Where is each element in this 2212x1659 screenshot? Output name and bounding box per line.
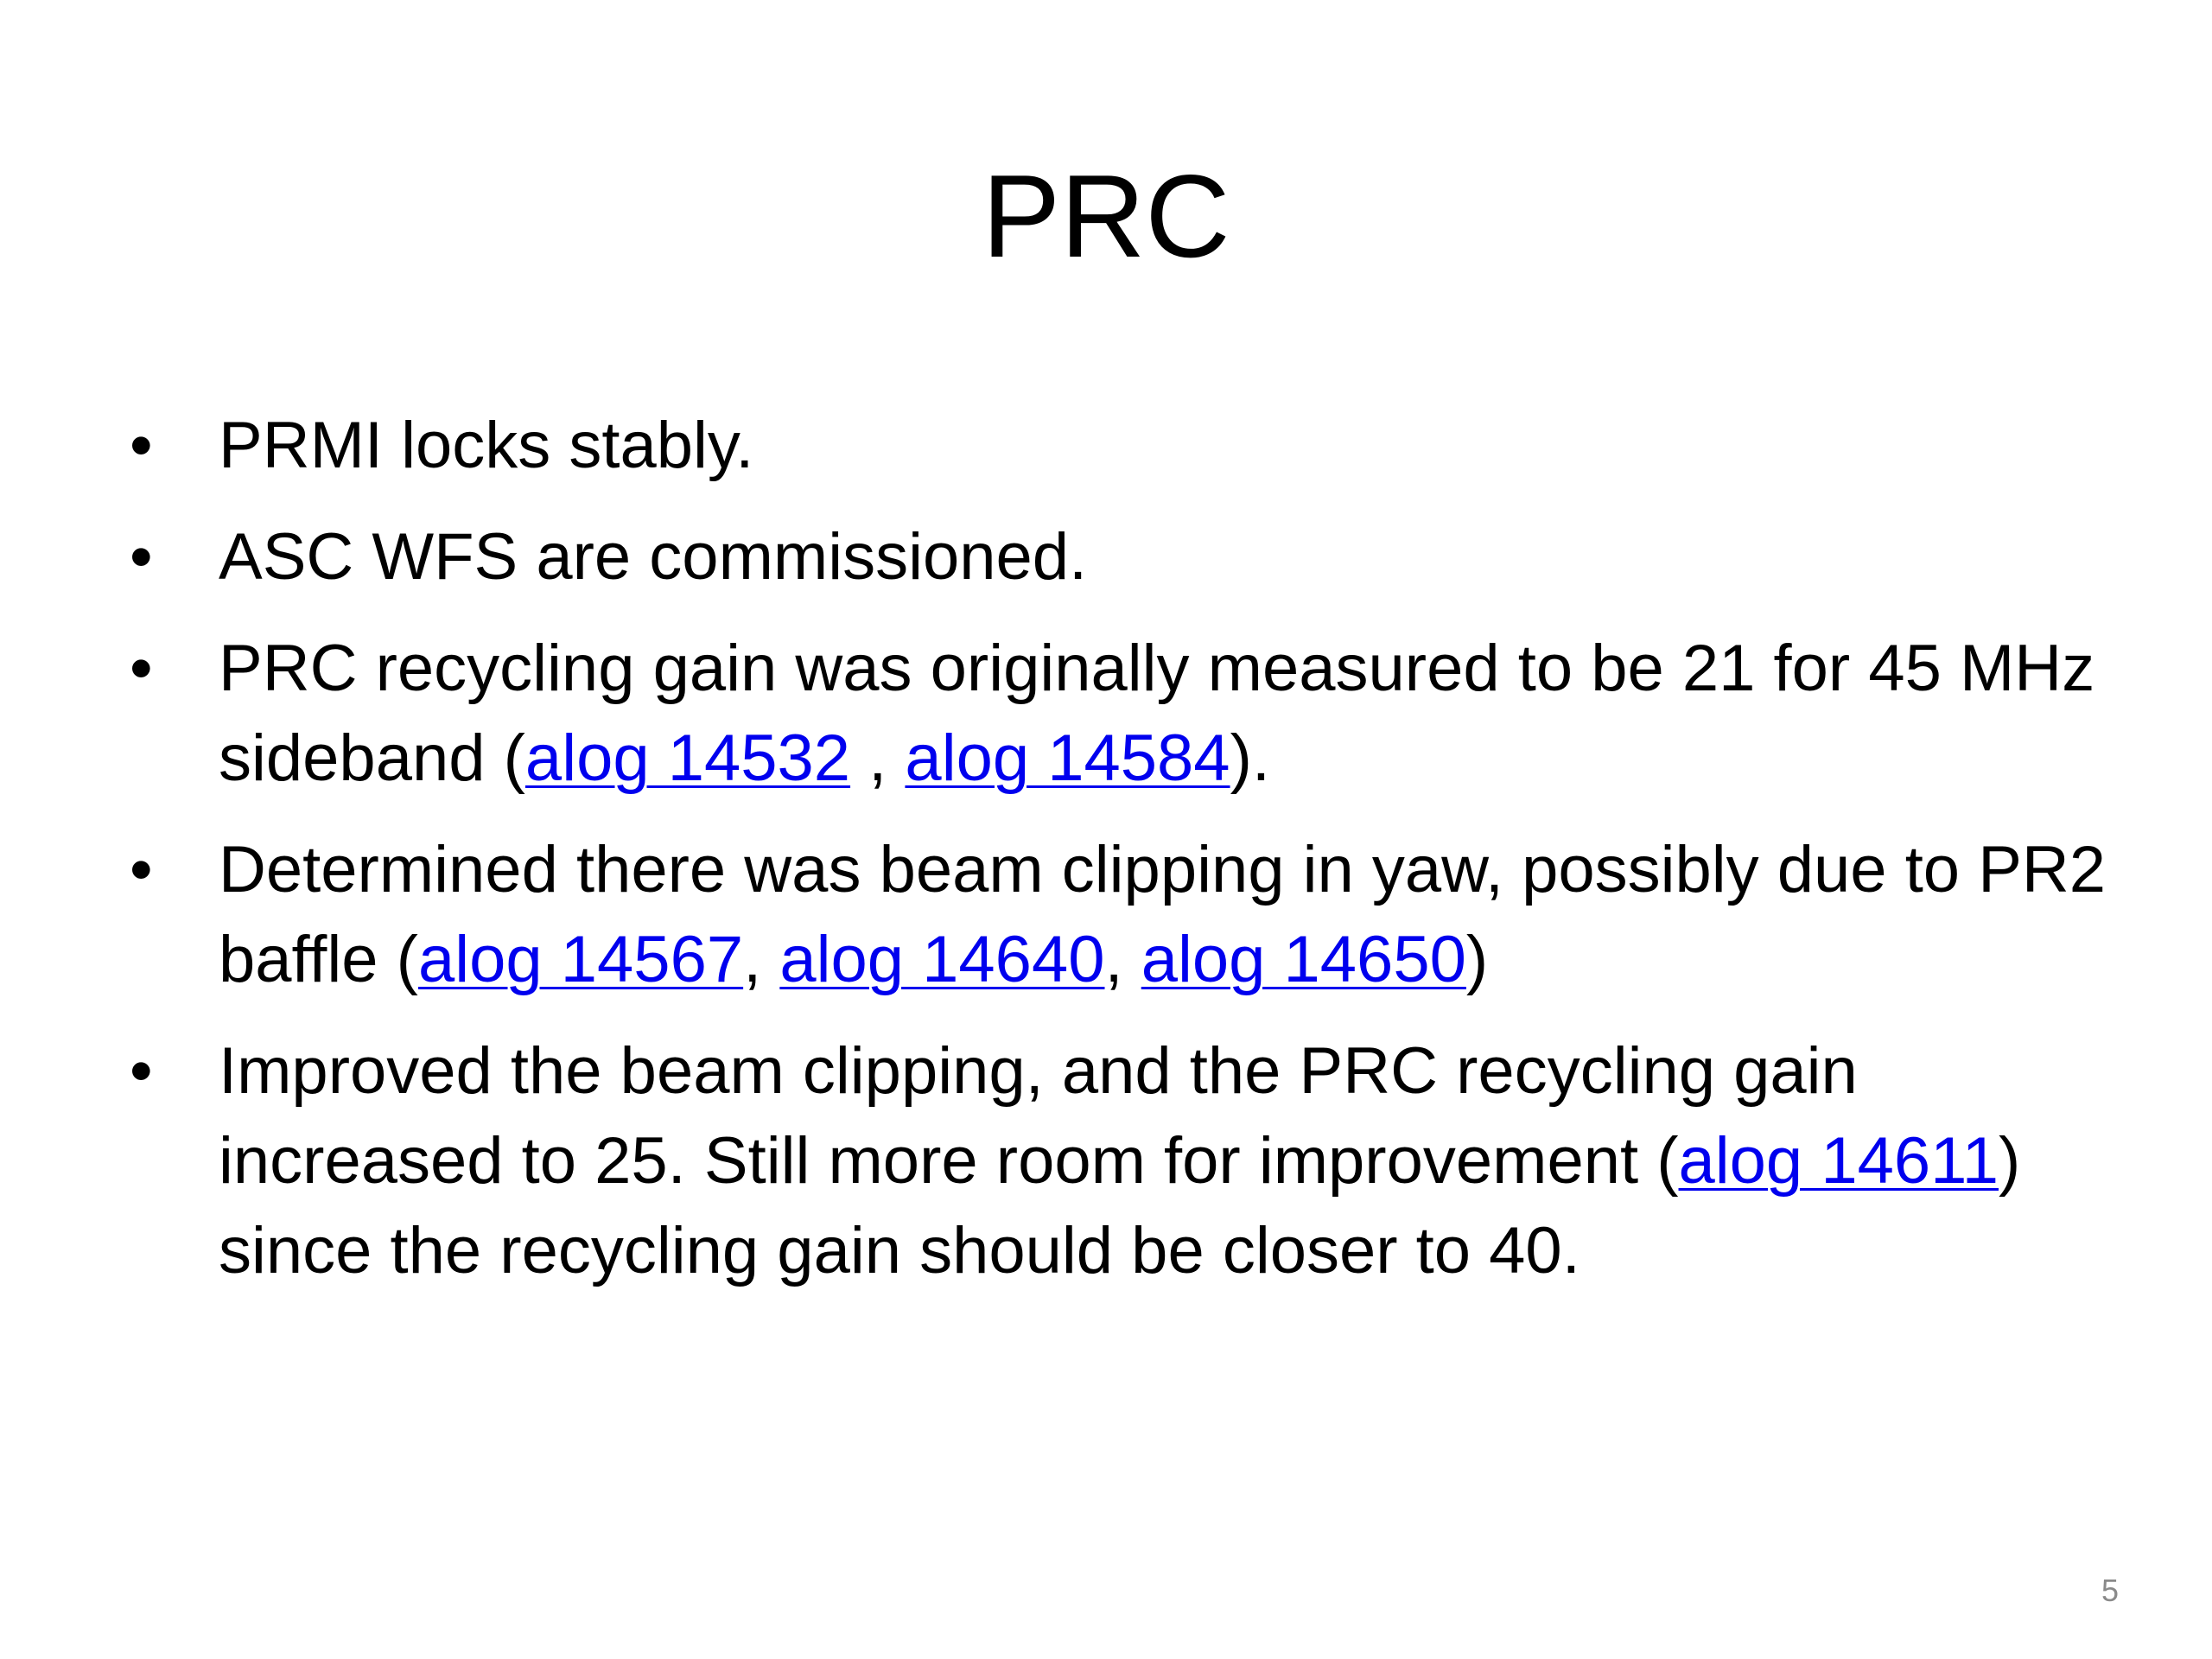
bullet-icon: • <box>130 520 153 594</box>
bullet-item-recycling-gain <box>130 624 2117 804</box>
alog-link-14532[interactable]: alog 14532 <box>524 721 851 795</box>
bullet-icon: • <box>130 833 153 906</box>
page-number: 5 <box>2101 1573 2119 1608</box>
bullet-text-end: ) <box>1465 923 1489 996</box>
bullet-text-start: PRC recycling gain was originally measured to be 21 for 45 MHz sideband ( <box>219 632 2095 795</box>
bullet-text-separator: , <box>850 721 906 795</box>
bullet-text-end: ) since the recycling gain should be closer to 40. <box>219 1124 2021 1287</box>
bullet-item-improvement <box>130 1027 2117 1296</box>
bullet-text-separator: , <box>1104 923 1141 996</box>
slide-title: PRC <box>982 150 1230 282</box>
bullet-item-beam-clipping <box>130 825 2117 1005</box>
bullet-text-end: ). <box>1230 721 1270 795</box>
alog-link-14611[interactable]: alog 14611 <box>1678 1124 1999 1198</box>
bullet-text-start: Determined there was beam clipping in yaw, possibly due to PR2 baffle ( <box>219 833 2107 996</box>
alog-link-14650[interactable]: alog 14650 <box>1141 923 1466 996</box>
bullet-text-start: Improved the beam clipping, and the PRC recycling gain increased to 25. Still more room for improvement ( <box>219 1034 1858 1198</box>
bullet-list <box>130 401 2117 1318</box>
bullet-text-separator: , <box>743 923 780 996</box>
bullet-icon: • <box>130 632 153 705</box>
bullet-item-asc-wfs <box>130 512 2117 602</box>
alog-link-14567[interactable]: alog 14567 <box>417 923 744 996</box>
bullet-item-prmi <box>130 401 2117 491</box>
bullet-icon: • <box>130 1034 153 1108</box>
alog-link-14584[interactable]: alog 14584 <box>905 721 1230 795</box>
alog-link-14640[interactable]: alog 14640 <box>779 923 1105 996</box>
bullet-icon: • <box>130 409 153 482</box>
bullet-text: ASC WFS are commissioned. <box>219 520 1088 594</box>
bullet-text: PRMI locks stably. <box>219 409 754 482</box>
